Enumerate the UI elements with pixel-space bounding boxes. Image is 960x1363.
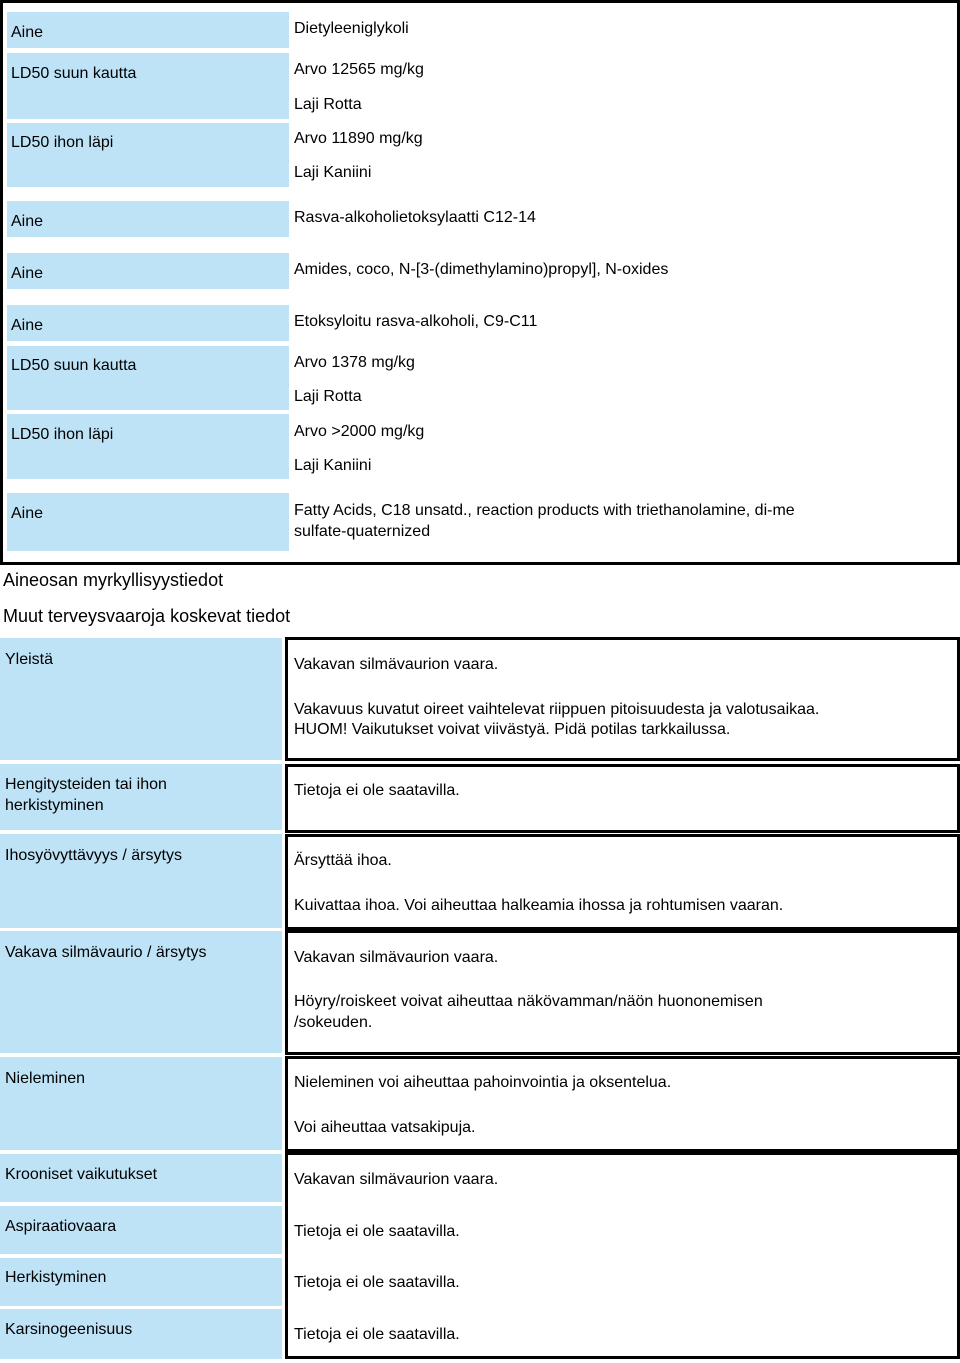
ld50-dermal-label: LD50 ihon läpi bbox=[11, 134, 114, 151]
substance-label: Aine bbox=[11, 505, 44, 522]
label-cell bbox=[7, 12, 289, 48]
substance-label: Aine bbox=[11, 24, 44, 41]
ld50-dermal-value: Arvo >2000 mg/kg bbox=[294, 423, 425, 440]
skin-line1: Ärsyttää ihoa. bbox=[294, 852, 392, 869]
hazard-label-sensitizing: Herkistyminen bbox=[5, 1269, 107, 1286]
hazard-label-sensitization-line1: Hengitysteiden tai ihon bbox=[5, 776, 167, 793]
substance-name: Etoksyloitu rasva-alkoholi, C9-C11 bbox=[294, 313, 538, 330]
substance-label: Aine bbox=[11, 265, 44, 282]
carcinogenicity-value: Tietoja ei ole saatavilla. bbox=[294, 1326, 460, 1343]
label-cell bbox=[7, 305, 289, 341]
ld50-oral-label: LD50 suun kautta bbox=[11, 65, 137, 82]
eye-line1: Vakavan silmävaurion vaara. bbox=[294, 949, 499, 966]
ld50-oral-value: Arvo 12565 mg/kg bbox=[294, 61, 424, 78]
ld50-oral-species: Laji Rotta bbox=[294, 96, 362, 113]
ingestion-line2: Voi aiheuttaa vatsakipuja. bbox=[294, 1119, 476, 1136]
hazard-label-ingestion: Nieleminen bbox=[5, 1070, 86, 1087]
label-cell bbox=[7, 201, 289, 237]
substance-name-line2: sulfate-quaternized bbox=[294, 523, 431, 540]
general-line3: HUOM! Vaikutukset voivat viivästyä. Pidä potilas tarkkailussa. bbox=[294, 721, 731, 738]
substance-label: Aine bbox=[11, 213, 44, 230]
substance-name-line1: Fatty Acids, C18 unsatd., reaction products with triethanolamine, di-me bbox=[294, 502, 795, 519]
aspiration-value: Tietoja ei ole saatavilla. bbox=[294, 1223, 460, 1240]
chronic-value: Vakavan silmävaurion vaara. bbox=[294, 1171, 499, 1188]
ld50-dermal-species: Laji Kaniini bbox=[294, 457, 372, 474]
label-cell bbox=[7, 253, 289, 289]
hazard-label-general: Yleistä bbox=[5, 651, 54, 668]
hazard-label-aspiration: Aspiraatiovaara bbox=[5, 1218, 117, 1235]
eye-line2: Höyry/roiskeet voivat aiheuttaa näkövamman/näön huononemisen bbox=[294, 993, 763, 1010]
eye-line3: /sokeuden. bbox=[294, 1014, 373, 1031]
hazard-label-skin: Ihosyövyttävyys / ärsytys bbox=[5, 847, 182, 864]
hazard-label-sensitization-line2: herkistyminen bbox=[5, 797, 104, 814]
general-line2: Vakavuus kuvatut oireet vaihtelevat riippuen pitoisuudesta ja valotusaikaa. bbox=[294, 701, 820, 718]
substance-label: Aine bbox=[11, 317, 44, 334]
ingestion-line1: Nieleminen voi aiheuttaa pahoinvointia ja oksentelua. bbox=[294, 1074, 672, 1091]
ld50-oral-label: LD50 suun kautta bbox=[11, 357, 137, 374]
ld50-dermal-label: LD50 ihon läpi bbox=[11, 426, 114, 443]
hazard-label-chronic: Krooniset vaikutukset bbox=[5, 1166, 158, 1183]
ld50-dermal-species: Laji Kaniini bbox=[294, 164, 372, 181]
sensitization-value: Tietoja ei ole saatavilla. bbox=[294, 782, 460, 799]
hazard-label-eye: Vakava silmävaurio / ärsytys bbox=[5, 944, 207, 961]
section-heading-other-health: Muut terveysvaaroja koskevat tiedot bbox=[3, 606, 291, 626]
skin-line2: Kuivattaa ihoa. Voi aiheuttaa halkeamia ihossa ja rohtumisen vaaran. bbox=[294, 897, 784, 914]
section-heading-component-toxicity: Aineosan myrkyllisyystiedot bbox=[3, 570, 224, 590]
hazard-label-carcinogenicity: Karsinogeenisuus bbox=[5, 1321, 133, 1338]
ld50-dermal-value: Arvo 11890 mg/kg bbox=[294, 130, 423, 147]
general-line1: Vakavan silmävaurion vaara. bbox=[294, 656, 499, 673]
label-cell bbox=[7, 493, 289, 551]
substance-name: Amides, coco, N-[3-(dimethylamino)propyl], N-oxides bbox=[294, 261, 669, 278]
substance-name: Dietyleeniglykoli bbox=[294, 20, 409, 37]
sensitizing-value: Tietoja ei ole saatavilla. bbox=[294, 1274, 460, 1291]
substance-name: Rasva-alkoholietoksylaatti C12-14 bbox=[294, 209, 536, 226]
ld50-oral-value: Arvo 1378 mg/kg bbox=[294, 354, 415, 371]
ld50-oral-species: Laji Rotta bbox=[294, 388, 362, 405]
